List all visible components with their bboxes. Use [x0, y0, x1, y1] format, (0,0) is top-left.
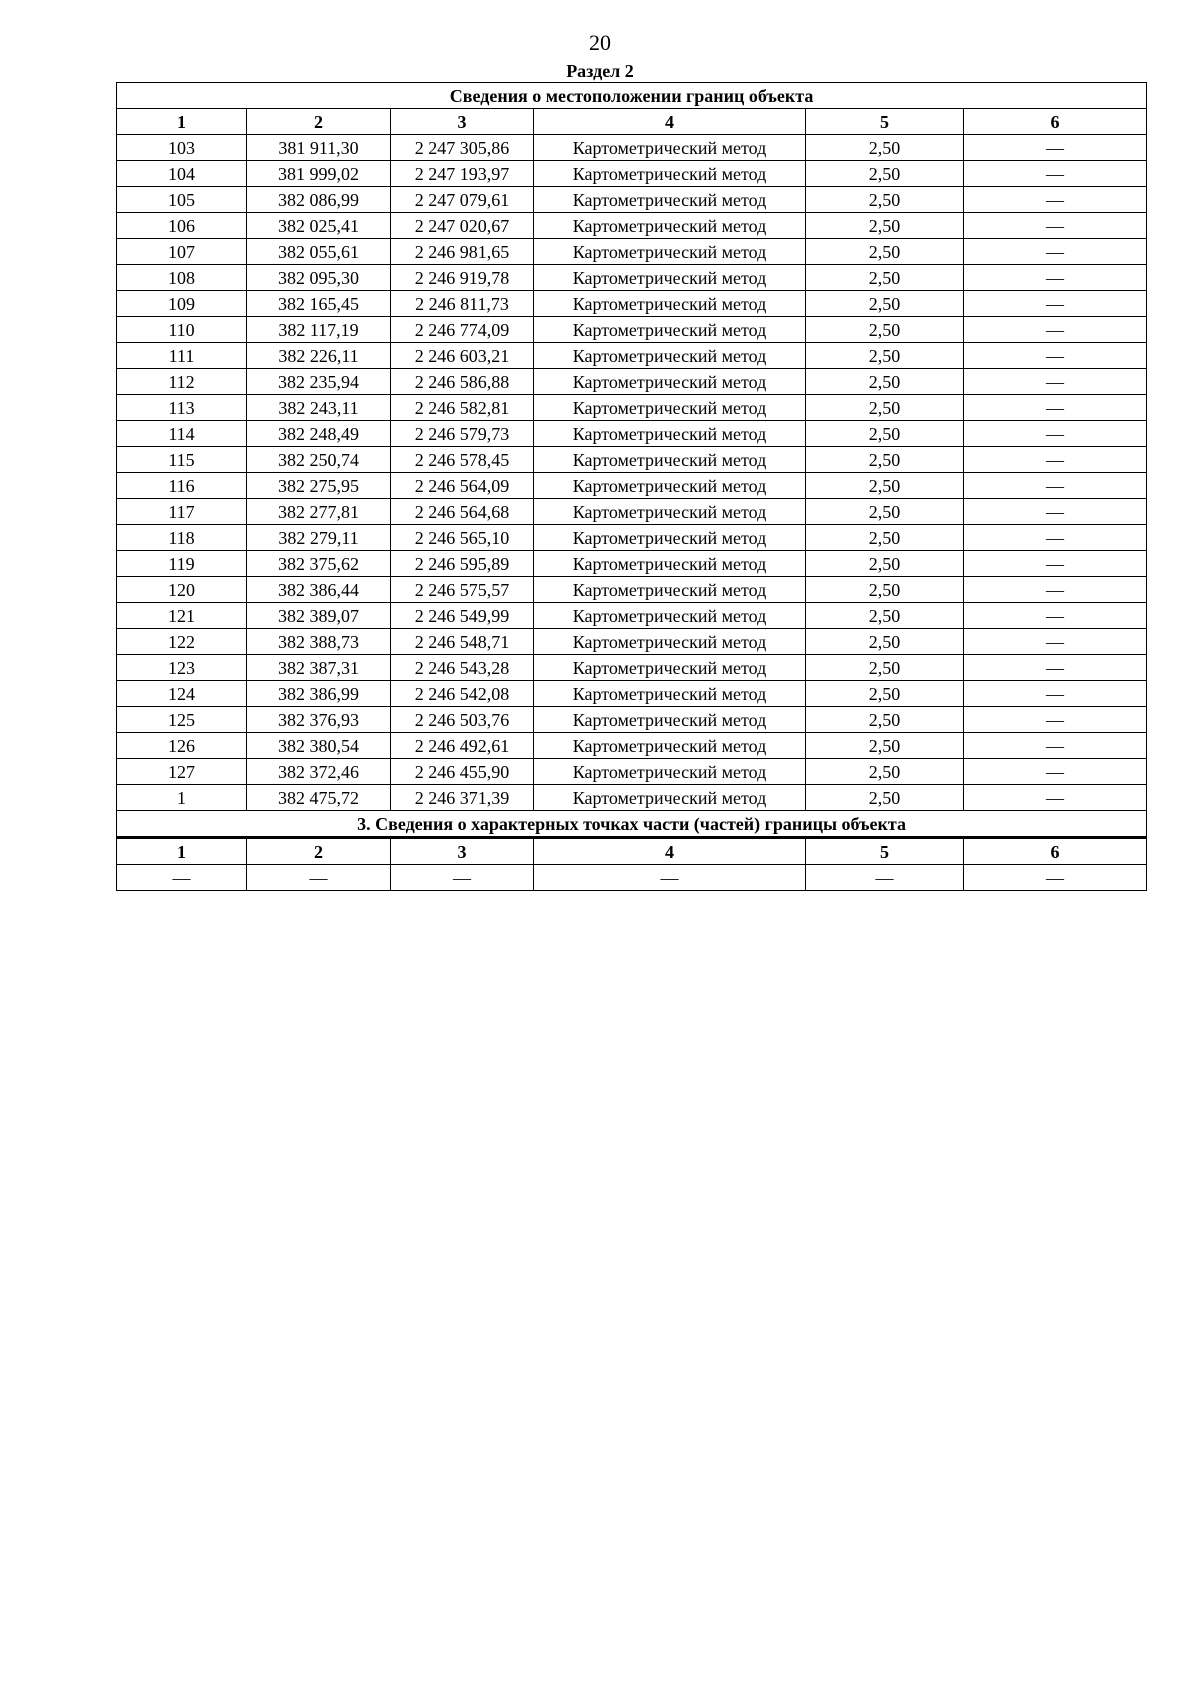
- description: —: [964, 865, 1147, 891]
- column-number: 3: [391, 838, 534, 865]
- accuracy: 2,50: [806, 421, 964, 447]
- table-row: [117, 525, 1147, 551]
- x-coordinate: 382 248,49: [247, 421, 391, 447]
- x-coordinate: 382 086,99: [247, 187, 391, 213]
- method: Картометрический метод: [534, 187, 806, 213]
- description: —: [964, 759, 1147, 785]
- x-coordinate: 381 999,02: [247, 161, 391, 187]
- x-coordinate: 382 380,54: [247, 733, 391, 759]
- y-coordinate: 2 246 603,21: [391, 343, 534, 369]
- description: —: [964, 785, 1147, 811]
- method: Картометрический метод: [534, 265, 806, 291]
- y-coordinate: 2 246 503,76: [391, 707, 534, 733]
- method: Картометрический метод: [534, 603, 806, 629]
- table-row: [117, 499, 1147, 525]
- column-number: 5: [806, 838, 964, 865]
- description: —: [964, 447, 1147, 473]
- point-number: 125: [117, 707, 247, 733]
- method: Картометрический метод: [534, 369, 806, 395]
- point-number: 121: [117, 603, 247, 629]
- table-row: [117, 421, 1147, 447]
- boundary-column-numbers-row: [117, 109, 1147, 135]
- method: Картометрический метод: [534, 343, 806, 369]
- method: Картометрический метод: [534, 395, 806, 421]
- description: —: [964, 369, 1147, 395]
- column-number: 4: [534, 838, 806, 865]
- point-number: 119: [117, 551, 247, 577]
- table-row: [117, 161, 1147, 187]
- part-caption: 3. Сведения о характерных точках части (частей) границы объекта: [117, 811, 1147, 838]
- y-coordinate: 2 246 564,68: [391, 499, 534, 525]
- method: Картометрический метод: [534, 681, 806, 707]
- accuracy: 2,50: [806, 603, 964, 629]
- boundary-caption: Сведения о местоположении границ объекта: [117, 83, 1147, 109]
- column-number: 2: [247, 109, 391, 135]
- point-number: 106: [117, 213, 247, 239]
- accuracy: 2,50: [806, 707, 964, 733]
- description: —: [964, 733, 1147, 759]
- method: Картометрический метод: [534, 135, 806, 161]
- y-coordinate: 2 246 564,09: [391, 473, 534, 499]
- y-coordinate: 2 246 774,09: [391, 317, 534, 343]
- method: Картометрический метод: [534, 317, 806, 343]
- x-coordinate: 382 388,73: [247, 629, 391, 655]
- x-coordinate: 382 165,45: [247, 291, 391, 317]
- description: —: [964, 551, 1147, 577]
- table-row: [117, 239, 1147, 265]
- accuracy: 2,50: [806, 239, 964, 265]
- table-row: [117, 265, 1147, 291]
- description: —: [964, 239, 1147, 265]
- point-number: 110: [117, 317, 247, 343]
- method: Картометрический метод: [534, 239, 806, 265]
- table-row: [117, 629, 1147, 655]
- point-number: 103: [117, 135, 247, 161]
- x-coordinate: 382 279,11: [247, 525, 391, 551]
- x-coordinate: 382 386,44: [247, 577, 391, 603]
- y-coordinate: 2 247 020,67: [391, 213, 534, 239]
- x-coordinate: 382 226,11: [247, 343, 391, 369]
- point-number: 112: [117, 369, 247, 395]
- table-row: [117, 447, 1147, 473]
- y-coordinate: 2 246 549,99: [391, 603, 534, 629]
- table-row: [117, 213, 1147, 239]
- accuracy: 2,50: [806, 551, 964, 577]
- x-coordinate: 382 277,81: [247, 499, 391, 525]
- point-number: 111: [117, 343, 247, 369]
- table-row: [117, 369, 1147, 395]
- point-number: 123: [117, 655, 247, 681]
- table-row: [117, 135, 1147, 161]
- point-number: 113: [117, 395, 247, 421]
- x-coordinate: 382 275,95: [247, 473, 391, 499]
- x-coordinate: 382 376,93: [247, 707, 391, 733]
- table-row: [117, 707, 1147, 733]
- point-number: 127: [117, 759, 247, 785]
- accuracy: 2,50: [806, 265, 964, 291]
- column-number: 3: [391, 109, 534, 135]
- accuracy: 2,50: [806, 525, 964, 551]
- point-number: 124: [117, 681, 247, 707]
- description: —: [964, 499, 1147, 525]
- y-coordinate: 2 246 455,90: [391, 759, 534, 785]
- accuracy: 2,50: [806, 499, 964, 525]
- point-number: 117: [117, 499, 247, 525]
- description: —: [964, 707, 1147, 733]
- x-coordinate: 382 235,94: [247, 369, 391, 395]
- accuracy: 2,50: [806, 317, 964, 343]
- x-coordinate: 382 389,07: [247, 603, 391, 629]
- description: —: [964, 525, 1147, 551]
- table-row: [117, 187, 1147, 213]
- table-row: [117, 343, 1147, 369]
- description: —: [964, 603, 1147, 629]
- description: —: [964, 421, 1147, 447]
- method: Картометрический метод: [534, 785, 806, 811]
- y-coordinate: 2 246 542,08: [391, 681, 534, 707]
- y-coordinate: 2 246 811,73: [391, 291, 534, 317]
- x-coordinate: 382 025,41: [247, 213, 391, 239]
- accuracy: 2,50: [806, 759, 964, 785]
- description: —: [964, 395, 1147, 421]
- y-coordinate: 2 246 575,57: [391, 577, 534, 603]
- accuracy: 2,50: [806, 187, 964, 213]
- y-coordinate: 2 247 193,97: [391, 161, 534, 187]
- point-number: 118: [117, 525, 247, 551]
- accuracy: 2,50: [806, 213, 964, 239]
- accuracy: 2,50: [806, 395, 964, 421]
- description: —: [964, 681, 1147, 707]
- x-coordinate: 381 911,30: [247, 135, 391, 161]
- part-caption-row: [117, 811, 1147, 838]
- x-coordinate: 382 243,11: [247, 395, 391, 421]
- accuracy: 2,50: [806, 343, 964, 369]
- table-row: [117, 865, 1147, 891]
- accuracy: 2,50: [806, 629, 964, 655]
- y-coordinate: 2 246 595,89: [391, 551, 534, 577]
- column-number: 1: [117, 109, 247, 135]
- accuracy: 2,50: [806, 655, 964, 681]
- y-coordinate: 2 246 543,28: [391, 655, 534, 681]
- accuracy: 2,50: [806, 473, 964, 499]
- point-number: —: [117, 865, 247, 891]
- column-number: 6: [964, 838, 1147, 865]
- description: —: [964, 577, 1147, 603]
- accuracy: 2,50: [806, 135, 964, 161]
- table-row: [117, 733, 1147, 759]
- y-coordinate: 2 246 919,78: [391, 265, 534, 291]
- point-number: 122: [117, 629, 247, 655]
- method: Картометрический метод: [534, 291, 806, 317]
- y-coordinate: 2 246 548,71: [391, 629, 534, 655]
- accuracy: 2,50: [806, 785, 964, 811]
- table-row: [117, 551, 1147, 577]
- x-coordinate: 382 095,30: [247, 265, 391, 291]
- description: —: [964, 343, 1147, 369]
- method: Картометрический метод: [534, 655, 806, 681]
- description: —: [964, 655, 1147, 681]
- x-coordinate: 382 372,46: [247, 759, 391, 785]
- method: Картометрический метод: [534, 759, 806, 785]
- method: Картометрический метод: [534, 707, 806, 733]
- point-number: 126: [117, 733, 247, 759]
- y-coordinate: 2 247 079,61: [391, 187, 534, 213]
- x-coordinate: 382 375,62: [247, 551, 391, 577]
- method: Картометрический метод: [534, 421, 806, 447]
- point-number: 105: [117, 187, 247, 213]
- description: —: [964, 265, 1147, 291]
- table-row: [117, 759, 1147, 785]
- y-coordinate: 2 246 492,61: [391, 733, 534, 759]
- x-coordinate: 382 386,99: [247, 681, 391, 707]
- point-number: 116: [117, 473, 247, 499]
- accuracy: 2,50: [806, 369, 964, 395]
- table-row: [117, 395, 1147, 421]
- column-number: 1: [117, 838, 247, 865]
- x-coordinate: —: [247, 865, 391, 891]
- accuracy: 2,50: [806, 291, 964, 317]
- accuracy: 2,50: [806, 681, 964, 707]
- table-row: [117, 317, 1147, 343]
- method: Картометрический метод: [534, 733, 806, 759]
- method: Картометрический метод: [534, 577, 806, 603]
- description: —: [964, 135, 1147, 161]
- table-body: [117, 83, 1147, 891]
- method: —: [534, 865, 806, 891]
- boundary-caption-row: [117, 83, 1147, 109]
- table-row: [117, 473, 1147, 499]
- method: Картометрический метод: [534, 551, 806, 577]
- y-coordinate: 2 246 586,88: [391, 369, 534, 395]
- description: —: [964, 291, 1147, 317]
- point-number: 114: [117, 421, 247, 447]
- accuracy: 2,50: [806, 733, 964, 759]
- table-row: [117, 785, 1147, 811]
- point-number: 104: [117, 161, 247, 187]
- description: —: [964, 213, 1147, 239]
- accuracy: —: [806, 865, 964, 891]
- description: —: [964, 629, 1147, 655]
- description: —: [964, 187, 1147, 213]
- section-title: Раздел 2: [566, 61, 634, 81]
- point-number: 109: [117, 291, 247, 317]
- accuracy: 2,50: [806, 577, 964, 603]
- description: —: [964, 161, 1147, 187]
- method: Картометрический метод: [534, 447, 806, 473]
- column-number: 4: [534, 109, 806, 135]
- table-row: [117, 681, 1147, 707]
- accuracy: 2,50: [806, 161, 964, 187]
- description: —: [964, 473, 1147, 499]
- page-number: 20: [589, 30, 611, 55]
- method: Картометрический метод: [534, 525, 806, 551]
- y-coordinate: 2 246 582,81: [391, 395, 534, 421]
- method: Картометрический метод: [534, 161, 806, 187]
- table-row: [117, 603, 1147, 629]
- y-coordinate: 2 246 578,45: [391, 447, 534, 473]
- x-coordinate: 382 055,61: [247, 239, 391, 265]
- method: Картометрический метод: [534, 473, 806, 499]
- boundary-coordinates-table: [116, 82, 1147, 891]
- y-coordinate: —: [391, 865, 534, 891]
- column-number: 5: [806, 109, 964, 135]
- point-number: 108: [117, 265, 247, 291]
- y-coordinate: 2 246 579,73: [391, 421, 534, 447]
- table-row: [117, 577, 1147, 603]
- accuracy: 2,50: [806, 447, 964, 473]
- y-coordinate: 2 247 305,86: [391, 135, 534, 161]
- x-coordinate: 382 250,74: [247, 447, 391, 473]
- y-coordinate: 2 246 371,39: [391, 785, 534, 811]
- point-number: 120: [117, 577, 247, 603]
- description: —: [964, 317, 1147, 343]
- table-row: [117, 291, 1147, 317]
- y-coordinate: 2 246 565,10: [391, 525, 534, 551]
- part-column-numbers-row: [117, 838, 1147, 865]
- x-coordinate: 382 475,72: [247, 785, 391, 811]
- x-coordinate: 382 387,31: [247, 655, 391, 681]
- column-number: 6: [964, 109, 1147, 135]
- point-number: 1: [117, 785, 247, 811]
- method: Картометрический метод: [534, 629, 806, 655]
- point-number: 115: [117, 447, 247, 473]
- table-row: [117, 655, 1147, 681]
- point-number: 107: [117, 239, 247, 265]
- method: Картометрический метод: [534, 213, 806, 239]
- x-coordinate: 382 117,19: [247, 317, 391, 343]
- method: Картометрический метод: [534, 499, 806, 525]
- y-coordinate: 2 246 981,65: [391, 239, 534, 265]
- column-number: 2: [247, 838, 391, 865]
